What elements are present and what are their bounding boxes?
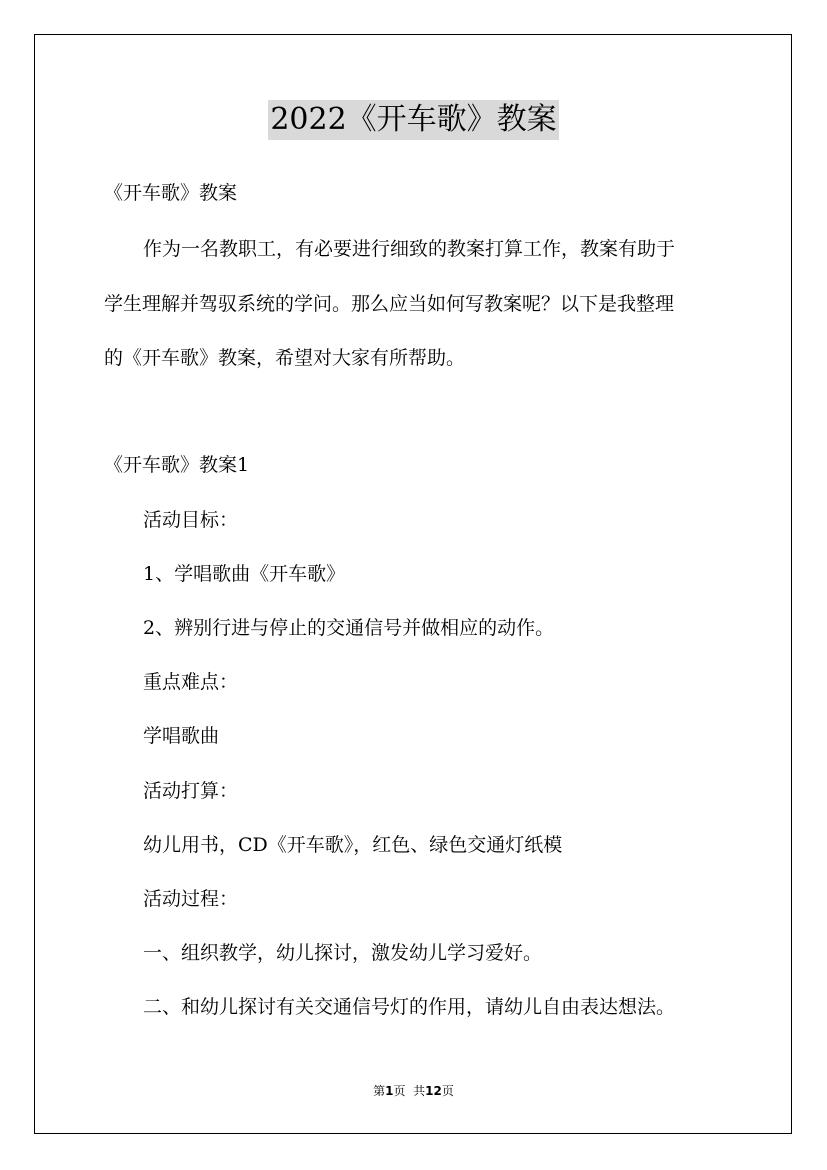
section-title: 《开车歌》教案1 [104, 454, 250, 476]
intro-line-3: 的《开车歌》教案，希望对大家有所帮助。 [104, 347, 466, 369]
intro-line-2: 学生理解并驾驭系统的学问。那么应当如何写教案呢？以下是我整理 [104, 293, 675, 315]
page-number: 1 [385, 1084, 394, 1098]
process-step-1: 一、组织教学，幼儿探讨，激发幼儿学习爱好。 [143, 942, 543, 964]
goal-item-1: 1、学唱歌曲《开车歌》 [143, 563, 346, 585]
intro-line-1: 作为一名教职工，有必要进行细致的教案打算工作，教案有助于 [143, 238, 676, 260]
preparation-heading: 活动打算： [143, 780, 239, 802]
page-suffix: 页 [393, 1084, 406, 1098]
process-step-2: 二、和幼儿探讨有关交通信号灯的作用，请幼儿自由表达想法。 [143, 996, 676, 1018]
total-prefix: 共 [413, 1084, 426, 1098]
total-suffix: 页 [441, 1084, 454, 1098]
key-points-heading: 重点难点： [143, 671, 239, 693]
process-heading: 活动过程： [143, 888, 239, 910]
preparation-text: 幼儿用书，CD《开车歌》，红色、绿色交通灯纸模 [143, 834, 563, 856]
total-pages: 12 [425, 1084, 442, 1098]
activity-goal-heading: 活动目标： [143, 509, 239, 531]
page-footer [0, 1083, 827, 1099]
document-title: 2022《开车歌》教案 [268, 100, 558, 140]
document-subtitle: 《开车歌》教案 [104, 182, 238, 204]
page-prefix: 第 [373, 1084, 386, 1098]
key-points-text: 学唱歌曲 [143, 725, 220, 747]
title-container [0, 100, 827, 140]
goal-item-2: 2、辨别行进与停止的交通信号并做相应的动作。 [143, 617, 555, 639]
